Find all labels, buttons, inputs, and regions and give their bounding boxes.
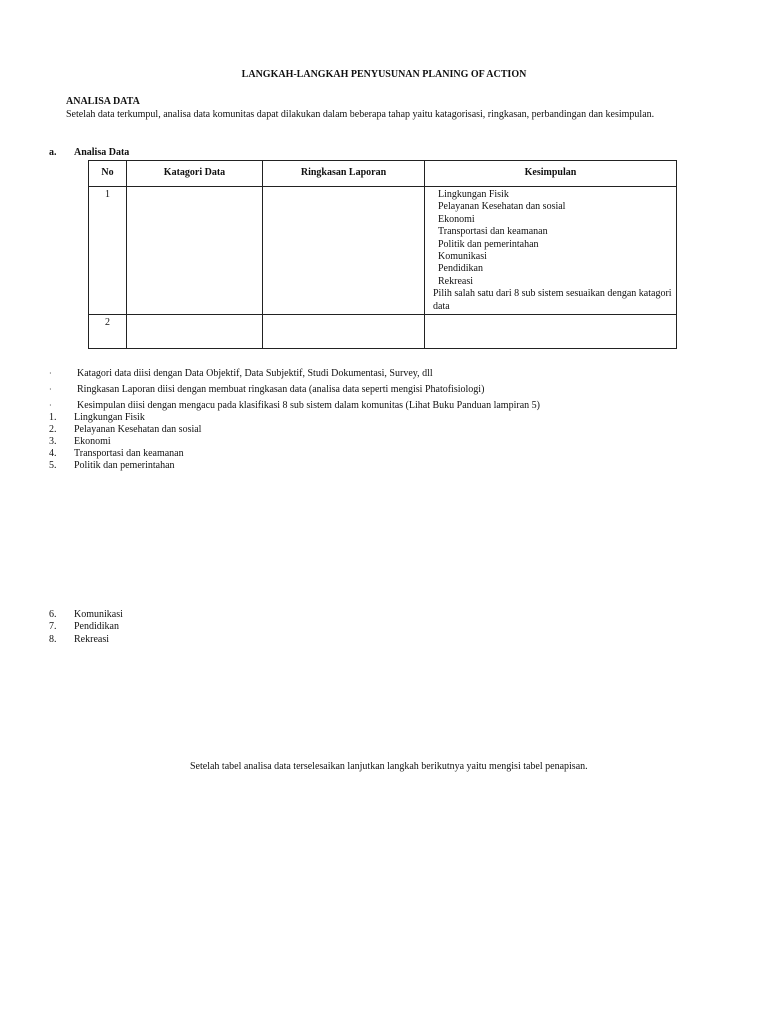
closing-note: Setelah tabel analisa data terselesaikan lanjutkan langkah berikutnya yaitu mengisi tabel penapisan. xyxy=(190,761,588,772)
header-katagori: Katagori Data xyxy=(127,161,263,187)
row-kesimpulan-cell xyxy=(425,187,677,315)
section-heading: ANALISA DATA xyxy=(66,96,140,107)
row-ringkasan-cell xyxy=(263,187,425,315)
header-no: No xyxy=(89,161,127,187)
kesimpulan-item: Pendidikan xyxy=(438,263,483,275)
list-text: Transportasi dan keamanan xyxy=(74,448,184,459)
document-title: LANGKAH-LANGKAH PENYUSUNAN PLANING OF ACTION xyxy=(241,69,527,80)
bullet-text: Ringkasan Laporan diisi dengan membuat ringkasan data (analisa data seperti mengisi Phatofisiologi) xyxy=(77,384,485,395)
row-katagori-cell xyxy=(127,187,263,315)
list-number: 1. xyxy=(49,412,57,423)
kesimpulan-item: Rekreasi xyxy=(438,275,473,287)
table-row xyxy=(89,187,677,315)
kesimpulan-item: Lingkungan Fisik xyxy=(438,189,509,200)
kesimpulan-note: Pilih salah satu dari 8 sub sistem sesuaikan dengan katagori data xyxy=(433,288,672,312)
header-kesimpulan: Kesimpulan xyxy=(425,161,677,187)
kesimpulan-item: Transportasi dan keamanan xyxy=(438,226,548,238)
list-text: Komunikasi xyxy=(74,609,123,620)
intro-paragraph: Setelah data terkumpul, analisa data komunitas dapat dilakukan dalam beberapa tahap yaitu katagorisasi, ringkasan, perbandingan dan kesimpulan. xyxy=(66,109,655,120)
list-number: 8. xyxy=(49,634,57,645)
list-text: Ekonomi xyxy=(74,436,111,447)
bullet-text: Kesimpulan diisi dengan mengacu pada klasifikasi 8 sub sistem dalam komunitas (Lihat Buku Panduan lampiran 5) xyxy=(77,400,540,411)
bullet-dot-icon: · xyxy=(49,385,52,394)
list-text: Politik dan pemerintahan xyxy=(74,460,175,471)
bullet-dot-icon: · xyxy=(49,369,52,378)
list-text: Rekreasi xyxy=(74,634,109,645)
kesimpulan-item: Pelayanan Kesehatan dan sosial xyxy=(438,201,566,213)
table-header-row xyxy=(89,161,677,187)
list-number: 2. xyxy=(49,424,57,435)
row-kesimpulan-cell xyxy=(425,315,677,349)
list-number: 6. xyxy=(49,609,57,620)
kesimpulan-item: Komunikasi xyxy=(438,251,487,263)
list-number: 4. xyxy=(49,448,57,459)
kesimpulan-item: Politik dan pemerintahan xyxy=(438,238,539,250)
list-number: 3. xyxy=(49,436,57,447)
subsection-title: Analisa Data xyxy=(74,147,130,158)
header-ringkasan: Ringkasan Laporan xyxy=(263,161,425,187)
bullet-text: Katagori data diisi dengan Data Objektif, Data Subjektif, Studi Dokumentasi, Survey, dll xyxy=(77,368,433,379)
list-text: Lingkungan Fisik xyxy=(74,412,145,423)
row-ringkasan-cell xyxy=(263,315,425,349)
row-no: 1 xyxy=(89,187,127,315)
subsection-letter: a. xyxy=(49,147,57,158)
list-number: 7. xyxy=(49,621,57,632)
row-katagori-cell xyxy=(127,315,263,349)
bullet-dot-icon: · xyxy=(49,401,52,410)
kesimpulan-item: Ekonomi xyxy=(438,213,475,225)
list-number: 5. xyxy=(49,460,57,471)
row-no: 2 xyxy=(89,315,127,349)
table-row xyxy=(89,315,677,349)
analysis-table xyxy=(88,160,677,349)
list-text: Pendidikan xyxy=(74,621,119,632)
list-text: Pelayanan Kesehatan dan sosial xyxy=(74,424,202,435)
